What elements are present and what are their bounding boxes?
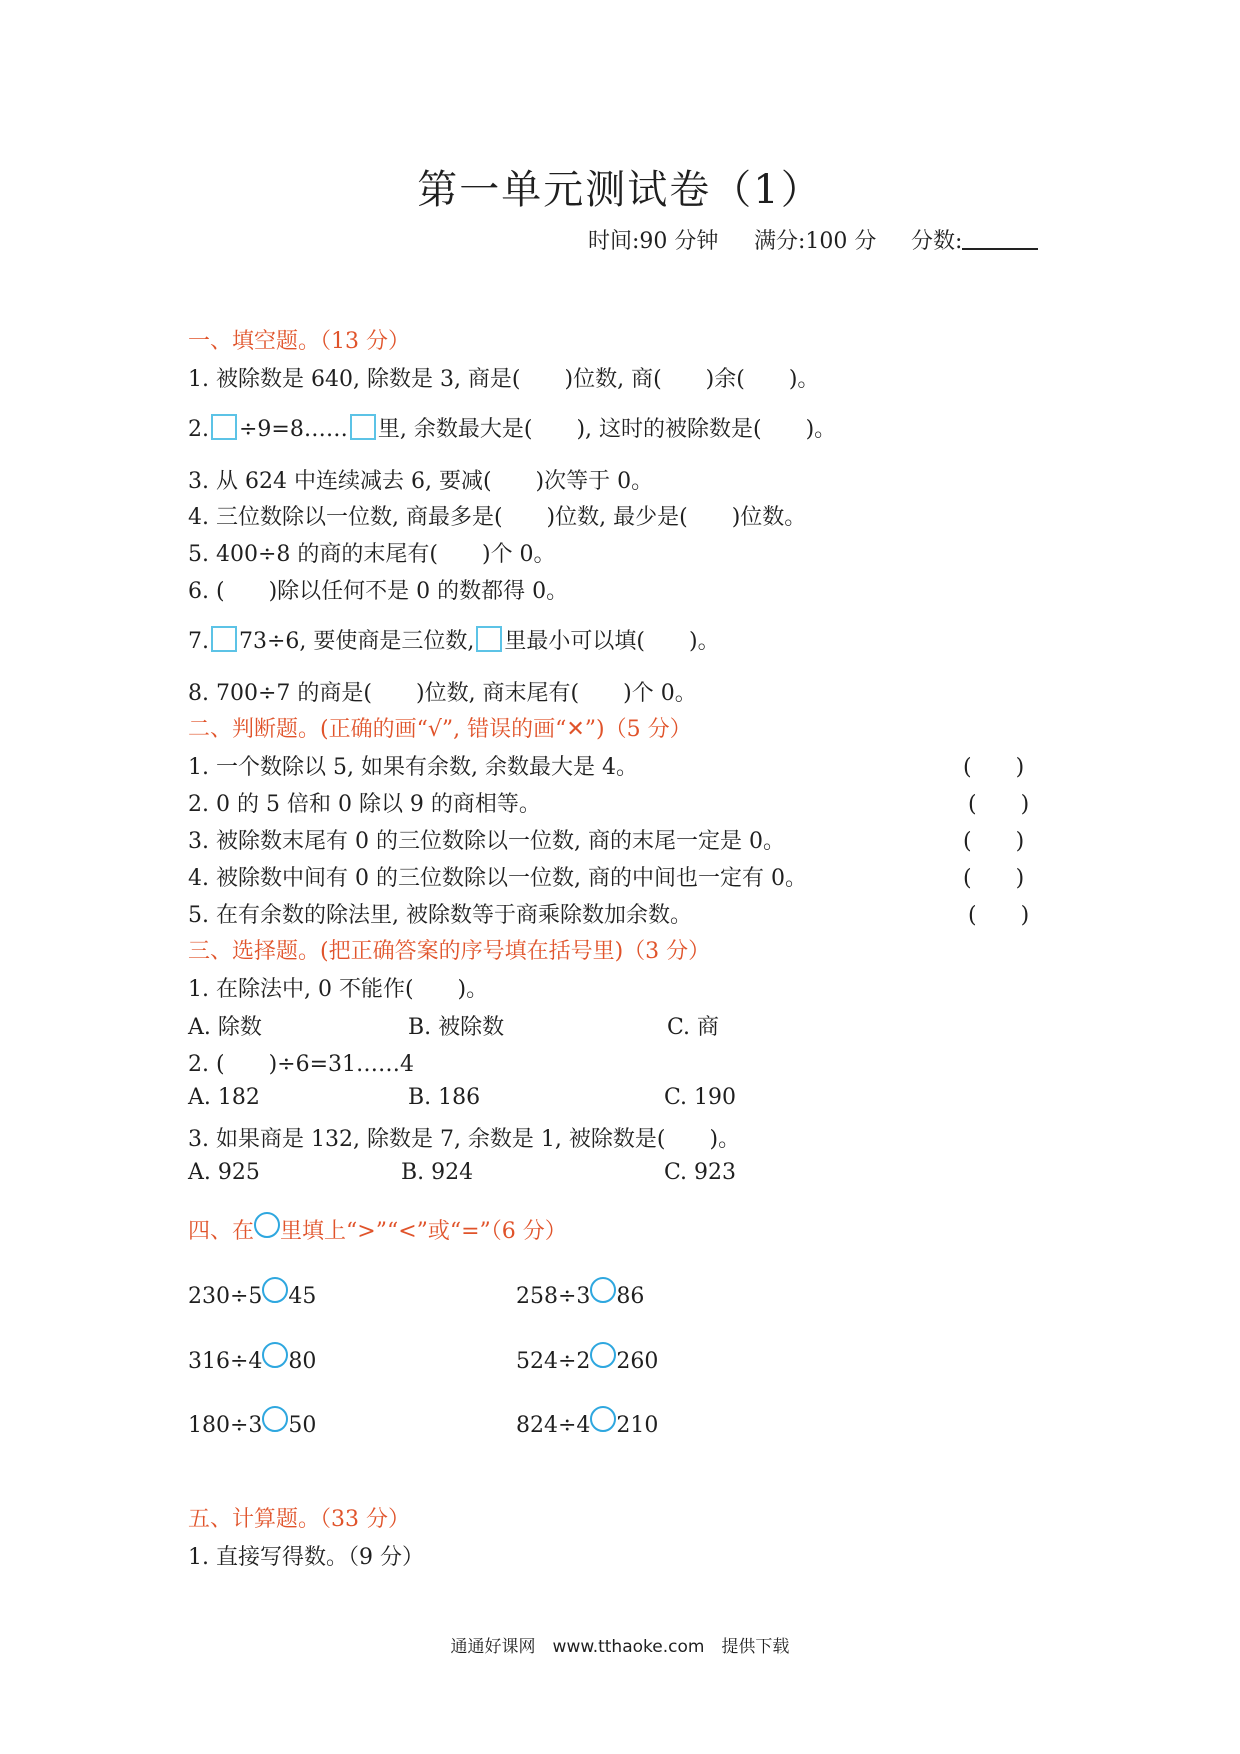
s1-q2-expression: ÷9=8……	[239, 417, 348, 442]
s1-q2-text: 里, 余数最大是( ), 这时的被除数是( )。	[377, 417, 837, 442]
option-a[interactable]: A. 182	[188, 1085, 260, 1110]
section-1-heading: 一、填空题。（13 分）	[188, 329, 410, 354]
s1-q7-expression: 73÷6, 要使商是三位数,	[239, 629, 475, 654]
s1-q2-number: 2.	[188, 417, 209, 442]
s1-q2	[188, 412, 836, 443]
option-c[interactable]: C. 190	[664, 1085, 737, 1110]
section-2-heading: 二、判断题。(正确的画“√”, 错误的画“✕”)（5 分）	[188, 717, 692, 742]
compare-circle[interactable]	[590, 1342, 616, 1368]
compare-circle[interactable]	[590, 1277, 616, 1303]
s4-heading-pre: 四、在	[188, 1219, 255, 1244]
blank-box[interactable]	[476, 626, 502, 652]
compare-item	[188, 1277, 316, 1309]
compare-item	[188, 1406, 316, 1438]
compare-item	[516, 1406, 658, 1438]
s1-q5: 5. 400÷8 的商的末尾有( )个 0。	[188, 542, 556, 567]
blank-box[interactable]	[350, 414, 376, 440]
s1-q7-number: 7.	[188, 629, 209, 654]
s2-item-3: 3. 被除数末尾有 0 的三位数除以一位数, 商的末尾一定是 0。	[188, 829, 785, 854]
s3-q2: 2. ( )÷6=31……4	[188, 1052, 415, 1077]
circle-icon	[254, 1212, 280, 1238]
option-b[interactable]: B. 186	[408, 1085, 481, 1110]
s5-q1: 1. 直接写得数。（9 分）	[188, 1545, 424, 1570]
s1-q1: 1. 被除数是 640, 除数是 3, 商是( )位数, 商( )余( )。	[188, 367, 820, 392]
answer-paren[interactable]: ( )	[968, 903, 1030, 928]
option-b[interactable]: B. 924	[401, 1160, 474, 1185]
score-blank[interactable]	[962, 228, 1038, 250]
s1-q4: 4. 三位数除以一位数, 商最多是( )位数, 最少是( )位数。	[188, 505, 807, 530]
compare-left: 258÷3	[516, 1284, 591, 1309]
full-score-label: 满分:100 分	[754, 229, 877, 254]
s1-q7	[188, 624, 720, 655]
answer-paren[interactable]: ( )	[963, 755, 1025, 780]
answer-paren[interactable]: ( )	[968, 792, 1030, 817]
s1-q3: 3. 从 624 中连续减去 6, 要减( )次等于 0。	[188, 469, 654, 494]
s1-q6: 6. ( )除以任何不是 0 的数都得 0。	[188, 579, 569, 604]
compare-left: 824÷4	[516, 1413, 591, 1438]
option-b[interactable]: B. 被除数	[408, 1015, 505, 1040]
compare-circle[interactable]	[262, 1342, 288, 1368]
compare-right: 45	[288, 1284, 317, 1309]
s1-q8: 8. 700÷7 的商是( )位数, 商末尾有( )个 0。	[188, 681, 697, 706]
compare-circle[interactable]	[590, 1406, 616, 1432]
footer-credit: 通通好课网 www.tthaoke.com 提供下载	[450, 1637, 790, 1657]
s2-item-4: 4. 被除数中间有 0 的三位数除以一位数, 商的中间也一定有 0。	[188, 866, 807, 891]
section-3-heading: 三、选择题。(把正确答案的序号填在括号里)（3 分）	[188, 939, 711, 964]
page-title: 第一单元测试卷（1）	[417, 167, 823, 213]
s3-q3: 3. 如果商是 132, 除数是 7, 余数是 1, 被除数是( )。	[188, 1127, 741, 1152]
compare-item	[516, 1277, 644, 1309]
compare-item	[188, 1342, 316, 1374]
answer-paren[interactable]: ( )	[963, 866, 1025, 891]
s2-item-1: 1. 一个数除以 5, 如果有余数, 余数最大是 4。	[188, 755, 638, 780]
option-c[interactable]: C. 923	[664, 1160, 737, 1185]
s1-q7-text: 里最小可以填( )。	[504, 629, 720, 654]
compare-item	[516, 1342, 658, 1374]
compare-right: 80	[288, 1349, 317, 1374]
option-a[interactable]: A. 除数	[188, 1015, 262, 1040]
compare-right: 260	[616, 1349, 659, 1374]
compare-left: 180÷3	[188, 1413, 263, 1438]
section-5-heading: 五、计算题。（33 分）	[188, 1507, 410, 1532]
answer-paren[interactable]: ( )	[963, 829, 1025, 854]
compare-right: 210	[616, 1413, 659, 1438]
compare-left: 524÷2	[516, 1349, 591, 1374]
score-label: 分数:	[911, 229, 963, 254]
s2-item-5: 5. 在有余数的除法里, 被除数等于商乘除数加余数。	[188, 903, 692, 928]
section-4-heading	[188, 1212, 567, 1245]
s4-heading-post: 里填上“>”“<”或“=”（6 分）	[280, 1219, 567, 1244]
compare-right: 50	[288, 1413, 317, 1438]
compare-circle[interactable]	[262, 1277, 288, 1303]
compare-left: 316÷4	[188, 1349, 263, 1374]
option-c[interactable]: C. 商	[667, 1015, 720, 1040]
score-field	[911, 224, 1038, 255]
option-a[interactable]: A. 925	[188, 1160, 260, 1185]
s2-item-2: 2. 0 的 5 倍和 0 除以 9 的商相等。	[188, 792, 541, 817]
compare-right: 86	[616, 1284, 645, 1309]
s3-q1: 1. 在除法中, 0 不能作( )。	[188, 977, 489, 1002]
compare-circle[interactable]	[262, 1406, 288, 1432]
time-label: 时间:90 分钟	[588, 229, 719, 254]
blank-box[interactable]	[211, 626, 237, 652]
blank-box[interactable]	[211, 414, 237, 440]
compare-left: 230÷5	[188, 1284, 263, 1309]
